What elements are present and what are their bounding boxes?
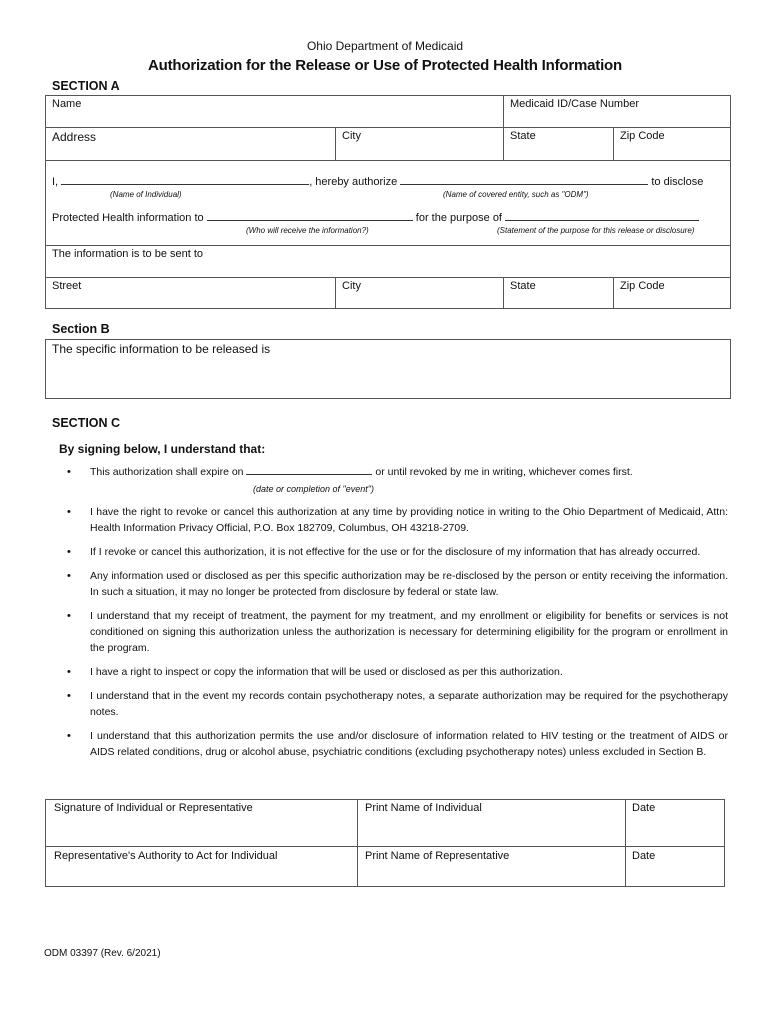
list-item: • I understand that in the event my records contain psychotherapy notes, a separate authorization may be required for the psychotherapy notes. (60, 688, 728, 720)
section-a-label: SECTION A (52, 79, 120, 93)
section-b-label: Section B (52, 322, 110, 336)
signing-heading: By signing below, I understand that: (59, 442, 266, 456)
date2-field[interactable]: Date (632, 850, 656, 862)
individual-name-blank[interactable] (61, 175, 309, 185)
authority-field[interactable]: Representative's Authority to Act for Individual (54, 850, 278, 862)
authorize-prefix: I, (52, 176, 59, 188)
purpose-text: for the purpose of (415, 212, 502, 224)
city-field[interactable]: City (342, 130, 361, 142)
agency-name: Ohio Department of Medicaid (306, 39, 464, 53)
address-field[interactable]: Address (52, 130, 97, 144)
expire-hint: (date or completion of "event") (253, 484, 374, 494)
recipient-hint: (Who will receive the information?) (246, 226, 369, 235)
state-field[interactable]: State (510, 130, 536, 142)
covered-entity-blank[interactable] (400, 175, 648, 185)
authorize-mid: , hereby authorize (309, 176, 398, 188)
authorize-suffix: to disclose (651, 176, 704, 188)
zip-field[interactable]: Zip Code (620, 130, 665, 142)
form-title: Authorization for the Release or Use of Protected Health Information (148, 57, 622, 74)
phi-prefix: Protected Health information to (52, 212, 204, 224)
individual-hint: (Name of Individual) (110, 190, 182, 199)
city2-field[interactable]: City (342, 280, 361, 292)
zip2-field[interactable]: Zip Code (620, 280, 665, 292)
list-item: • I understand that this authorization permits the use and/or disclosure of information related to HIV testing or the treatment of AIDS or AIDS related conditions, drug or alcohol abuse, psychiatric conditions (excluding psychotherapy notes) unless excluded in Section B. (60, 728, 728, 760)
state2-field[interactable]: State (510, 280, 536, 292)
expire-prefix: This authorization shall expire on (90, 466, 244, 478)
list-item: • Any information used or disclosed as per this specific authorization may be re-disclosed by the person or entity receiving the information. In such a situation, it may no longer be protected from disclosure by federal or state law. (60, 568, 728, 600)
list-item: • If I revoke or cancel this authorization, it is not effective for the use or for the disclosure of my information that has already occurred. (60, 544, 728, 560)
signature-field[interactable]: Signature of Individual or Representative (54, 802, 253, 814)
name-field[interactable]: Name (52, 98, 82, 110)
expiration-blank[interactable] (246, 465, 372, 475)
purpose-blank[interactable] (505, 211, 699, 221)
authorize-line (52, 175, 703, 188)
sent-to-label: The information is to be sent to (52, 248, 204, 260)
section-c-label: SECTION C (52, 416, 121, 430)
list-item: • I have a right to inspect or copy the information that will be used or disclosed as per this authorization. (60, 664, 728, 680)
print-name-field[interactable]: Print Name of Individual (365, 802, 482, 814)
medicaid-id-field[interactable]: Medicaid ID/Case Number (510, 98, 639, 110)
date-field[interactable]: Date (632, 802, 656, 814)
recipient-blank[interactable] (207, 211, 413, 221)
print-rep-field[interactable]: Print Name of Representative (365, 850, 510, 862)
street-field[interactable]: Street (52, 280, 82, 292)
covered-entity-hint: (Name of covered entity, such as "ODM") (443, 190, 589, 199)
list-item: • I understand that my receipt of treatment, the payment for my treatment, and my enrollment or eligibility for benefits or services is not conditioned on signing this authorization unless the authorization is necessary for determining eligibility for the program or enrollment in the program. (60, 608, 728, 656)
form-id: ODM 03397 (Rev. 6/2021) (44, 948, 161, 959)
list-item: • I have the right to revoke or cancel this authorization at any time by providing notice in writing to the Ohio Department of Medicaid, Attn: Health Information Privacy Official, P.O. Box 182709, Columbus, OH 43218-2709. (60, 504, 728, 536)
phi-line (52, 211, 699, 224)
purpose-hint: (Statement of the purpose for this release or disclosure) (497, 226, 695, 235)
terms-list (60, 464, 728, 768)
list-item-expiration (60, 464, 728, 496)
specific-info-label: The specific information to be released is (52, 342, 271, 356)
expire-suffix: or until revoked by me in writing, whichever comes first. (375, 466, 633, 478)
